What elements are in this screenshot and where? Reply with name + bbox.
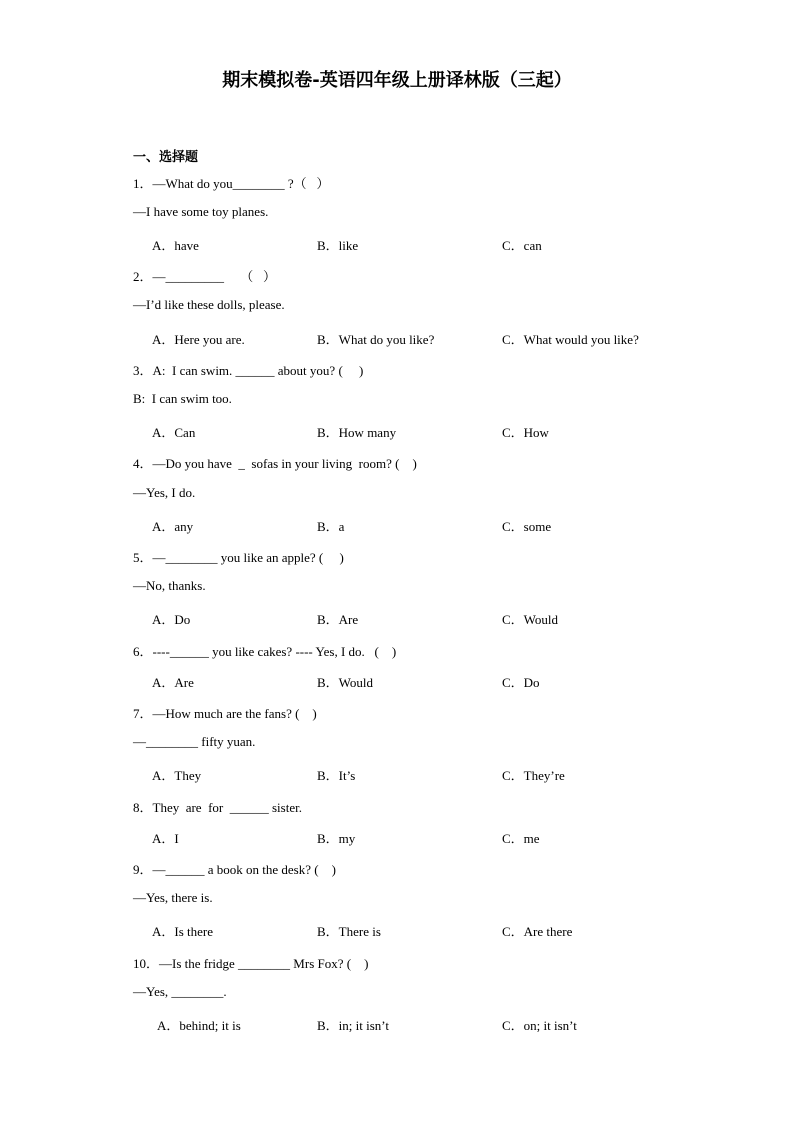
option-c: C．They’re: [502, 768, 565, 783]
option-b: B．Would: [317, 675, 374, 690]
question-reply: —Yes, I do.: [133, 485, 196, 500]
question-stem: 9．—______ a book on the desk? ( ): [133, 862, 336, 877]
option-b: B．a: [317, 519, 345, 534]
option-b: B．like: [317, 238, 359, 253]
question-reply: —I’d like these dolls, please.: [133, 297, 285, 312]
option-b: B．It’s: [317, 768, 356, 783]
question-stem: 3．A: I can swim. ______ about you? ( ): [133, 363, 364, 378]
option-b: B．Are: [317, 612, 359, 627]
question-stem: 7．—How much are the fans? ( ): [133, 706, 317, 721]
option-b: B．my: [317, 831, 356, 846]
option-b: B．in; it isn’t: [317, 1018, 389, 1033]
option-c: C．Would: [502, 612, 559, 627]
option-c: C．What would you like?: [502, 332, 639, 347]
option-a: A．Do: [152, 612, 191, 627]
option-b: B．There is: [317, 924, 381, 939]
question-stem: 2．—_________ （ ）: [133, 269, 277, 284]
question-reply: B: I can swim too.: [133, 391, 232, 406]
option-a: A．Here you are.: [152, 332, 245, 347]
option-c: C．some: [502, 519, 552, 534]
question-reply: —I have some toy planes.: [133, 204, 269, 219]
option-a: A．behind; it is: [157, 1018, 241, 1033]
question-stem: 1．—What do you________ ?（ ）: [133, 176, 330, 191]
option-a: A．Is there: [152, 924, 214, 939]
option-a: A．any: [152, 519, 194, 534]
question-reply: —No, thanks.: [133, 578, 206, 593]
option-c: C．Are there: [502, 924, 573, 939]
question-stem: 4．—Do you have _ sofas in your living room? ( ): [133, 456, 417, 471]
question-stem: 6．----______ you like cakes? ---- Yes, I do. ( ): [133, 644, 397, 659]
question-reply: —________ fifty yuan.: [133, 734, 256, 749]
section-heading: 一、选择题: [133, 150, 199, 165]
page-title: 期末模拟卷-英语四年级上册译林版（三起）: [222, 70, 572, 91]
question-stem: 5．—________ you like an apple? ( ): [133, 550, 344, 565]
option-a: A．I: [152, 831, 179, 846]
question-reply: —Yes, ________.: [133, 984, 227, 999]
question-stem: 8．They are for ______ sister.: [133, 800, 302, 815]
option-c: C．on; it isn’t: [502, 1018, 577, 1033]
option-a: A．have: [152, 238, 199, 253]
option-c: C．can: [502, 238, 542, 253]
option-c: C．How: [502, 425, 549, 440]
option-c: C．me: [502, 831, 540, 846]
option-a: A．Are: [152, 675, 194, 690]
question-reply: —Yes, there is.: [133, 890, 213, 905]
option-a: A．They: [152, 768, 202, 783]
option-b: B．What do you like?: [317, 332, 435, 347]
option-a: A．Can: [152, 425, 196, 440]
option-b: B．How many: [317, 425, 397, 440]
question-stem: 10．—Is the fridge ________ Mrs Fox? ( ): [133, 956, 369, 971]
option-c: C．Do: [502, 675, 540, 690]
